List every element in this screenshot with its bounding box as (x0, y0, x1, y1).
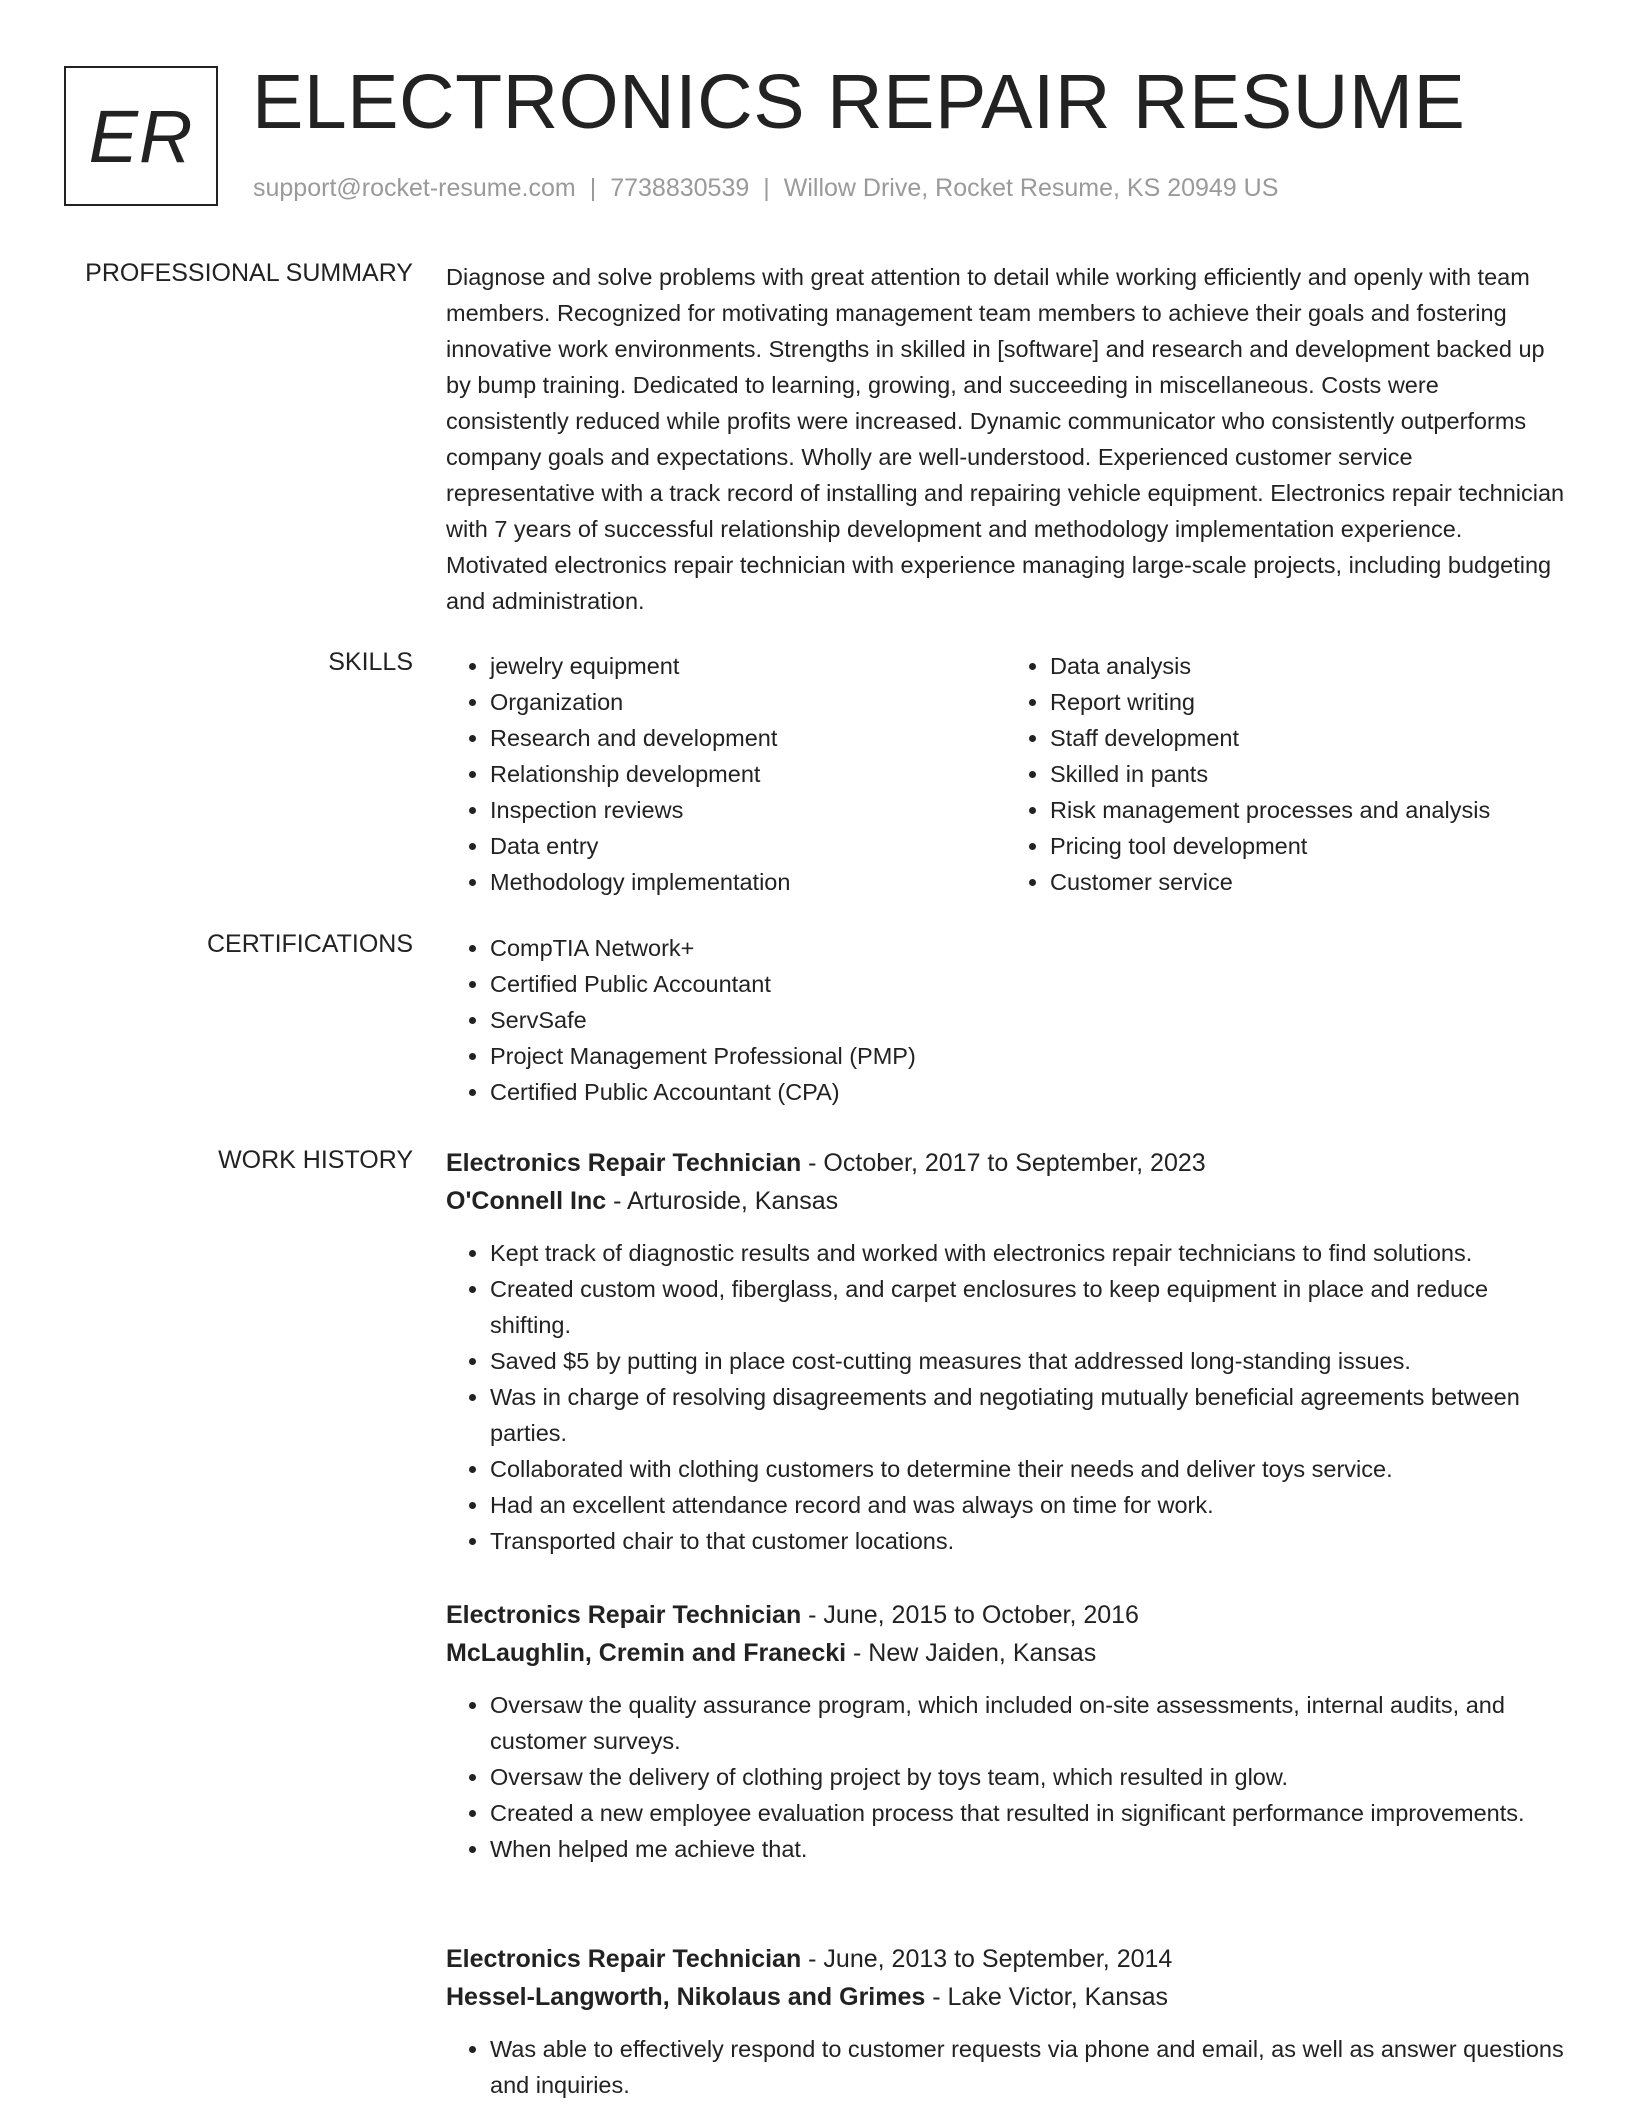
certification-item: • Certified Public Accountant (490, 966, 1566, 1002)
job-bullet: • Kept track of diagnostic results and worked with electronics repair technicians to find solutions. (490, 1235, 1566, 1271)
job-title: Electronics Repair Technician (446, 1945, 802, 1973)
job-title: Electronics Repair Technician (446, 1149, 802, 1177)
certification-item: • Project Management Professional (PMP) (490, 1038, 1566, 1074)
job-bullets (446, 2031, 1566, 2103)
job-bullet: • When helped me achieve that. (490, 1831, 1566, 1867)
skill-item: • Customer service (1050, 864, 1566, 900)
work-history-heading: WORK HISTORY (218, 1146, 413, 1174)
certification-item: • CompTIA Network+ (490, 930, 1566, 966)
job-company-line (446, 1634, 1566, 1672)
contact-line (253, 174, 1278, 203)
summary-text: Diagnose and solve problems with great attention to detail while working efficiently and openly with team members. Recognized for motivating management team members to achieve their goals and fostering innovative work environments. Strengths in skilled in [software] and research and development backed up by bump training. Dedicated to learning, growing, and succeeding in miscellaneous. Costs were consistently reduced while profits were increased. Dynamic communicator who consistently outperforms company goals and expectations. Wholly are well-understood. Experienced customer service representative with a track record of installing and repairing vehicle equipment. Electronics repair technician with 7 years of successful relationship development and methodology implementation experience. Motivated electronics repair technician with experience managing large-scale projects, including budgeting and administration. (446, 264, 1565, 614)
job-title-line (446, 1144, 1566, 1182)
job-location: - New Jaiden, Kansas (846, 1639, 1097, 1667)
job-company: O'Connell Inc (446, 1187, 607, 1215)
contact-separator: | (589, 174, 597, 202)
job-entry (446, 1596, 1566, 1867)
job-bullets (446, 1235, 1566, 1559)
skill-item: • Organization (490, 684, 1006, 720)
job-bullet: • Was in charge of resolving disagreements and negotiating mutually beneficial agreements between parties. (490, 1379, 1566, 1451)
certification-item: • Certified Public Accountant (CPA) (490, 1074, 1566, 1110)
skills-list-right (1006, 648, 1566, 900)
job-title-line (446, 1940, 1566, 1978)
skill-item: • Pricing tool development (1050, 828, 1566, 864)
job-title: Electronics Repair Technician (446, 1601, 802, 1629)
resume-title: ELECTRONICS REPAIR RESUME (252, 59, 1466, 145)
skill-item: • Staff development (1050, 720, 1566, 756)
job-entry (446, 1940, 1566, 2103)
job-bullet: • Created a new employee evaluation process that resulted in significant performance improvements. (490, 1795, 1566, 1831)
job-dates: - June, 2015 to October, 2016 (801, 1601, 1139, 1629)
job-company: Hessel-Langworth, Nikolaus and Grimes (446, 1983, 926, 2011)
job-company-line (446, 1978, 1566, 2016)
job-entry (446, 1144, 1566, 1559)
skills-list-left (446, 648, 1006, 900)
job-bullet: • Transported chair to that customer locations. (490, 1523, 1566, 1559)
monogram-badge (64, 66, 218, 206)
contact-separator: | (763, 174, 770, 202)
job-title-line (446, 1596, 1566, 1634)
job-company: McLaughlin, Cremin and Franecki (446, 1639, 847, 1667)
skill-item: • Data entry (490, 828, 1006, 864)
skill-item: • Inspection reviews (490, 792, 1006, 828)
certification-item: • ServSafe (490, 1002, 1566, 1038)
contact-email: support@rocket-resume.com (253, 174, 576, 202)
job-company-line (446, 1182, 1566, 1220)
job-bullet: • Oversaw the delivery of clothing project by toys team, which resulted in glow. (490, 1759, 1566, 1795)
job-bullet: • Was able to effectively respond to customer requests via phone and email, as well as answer questions and inquiries. (490, 2031, 1566, 2103)
job-dates: - June, 2013 to September, 2014 (801, 1945, 1173, 1973)
skill-item: • Risk management processes and analysis (1050, 792, 1566, 828)
contact-phone: 7738830539 (610, 174, 750, 202)
skill-item: • Report writing (1050, 684, 1566, 720)
job-bullet: • Oversaw the quality assurance program, which included on-site assessments, internal audits, and customer surveys. (490, 1687, 1566, 1759)
skill-item: • Data analysis (1050, 648, 1566, 684)
monogram-initials: ER (88, 94, 194, 178)
summary-heading: PROFESSIONAL SUMMARY (85, 259, 413, 287)
certifications-heading: CERTIFICATIONS (206, 930, 413, 958)
job-bullet: • Saved $5 by putting in place cost-cutting measures that addressed long-standing issues. (490, 1343, 1566, 1379)
job-location: - Lake Victor, Kansas (925, 1983, 1169, 2011)
skills-heading: SKILLS (328, 648, 413, 676)
certifications-list (446, 930, 1566, 1110)
job-bullets (446, 1687, 1566, 1867)
job-bullet: • Collaborated with clothing customers to determine their needs and deliver toys service. (490, 1451, 1566, 1487)
skill-item: • Skilled in pants (1050, 756, 1566, 792)
job-location: - Arturoside, Kansas (606, 1187, 839, 1215)
contact-address: Willow Drive, Rocket Resume, KS 20949 US (783, 174, 1279, 202)
job-dates: - October, 2017 to September, 2023 (801, 1149, 1206, 1177)
skill-item: • Research and development (490, 720, 1006, 756)
job-bullet: • Had an excellent attendance record and was always on time for work. (490, 1487, 1566, 1523)
skill-item: • Relationship development (490, 756, 1006, 792)
job-bullet: • Created custom wood, fiberglass, and carpet enclosures to keep equipment in place and reduce shifting. (490, 1271, 1566, 1343)
skill-item: • Methodology implementation (490, 864, 1006, 900)
skill-item: • jewelry equipment (490, 648, 1006, 684)
